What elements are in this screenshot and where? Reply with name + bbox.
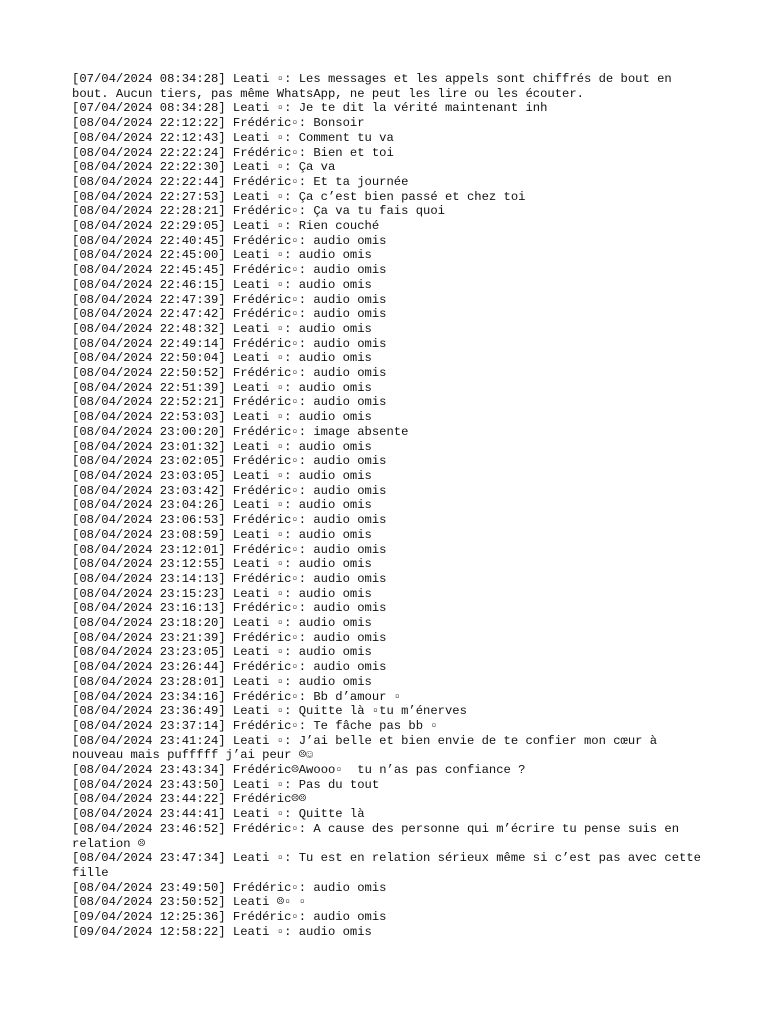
message-line: [08/04/2024 23:18:20] Leati ▫: audio omis <box>72 616 372 631</box>
message-line: [08/04/2024 22:45:00] Leati ▫: audio omis <box>72 248 372 263</box>
message-line: [08/04/2024 22:51:39] Leati ▫: audio omis <box>72 380 372 395</box>
message-line: [08/04/2024 22:12:43] Leati ▫: Comment tu va <box>72 130 394 145</box>
message-line: [08/04/2024 23:15:23] Leati ▫: audio omis <box>72 586 372 601</box>
message-line: [08/04/2024 22:50:04] Leati ▫: audio omis <box>72 351 372 366</box>
message-line: [08/04/2024 23:08:59] Leati ▫: audio omis <box>72 527 372 542</box>
message-line: [08/04/2024 23:37:14] Frédéric▫: Te fâche pas bb ▫ <box>72 718 438 733</box>
message-line: [08/04/2024 23:36:49] Leati ▫: Quitte là ▫tu m’énerves <box>72 704 467 719</box>
message-line: [09/04/2024 12:25:36] Frédéric▫: audio omis <box>72 910 387 925</box>
message-line: [08/04/2024 23:00:20] Frédéric▫: image absente <box>72 424 409 439</box>
message-line: [08/04/2024 23:03:05] Leati ▫: audio omis <box>72 468 372 483</box>
message-line: [08/04/2024 23:03:42] Frédéric▫: audio omis <box>72 483 387 498</box>
message-line: [08/04/2024 23:26:44] Frédéric▫: audio omis <box>72 660 387 675</box>
message-line: [08/04/2024 22:12:22] Frédéric▫: Bonsoir <box>72 116 365 131</box>
message-line: [08/04/2024 23:21:39] Frédéric▫: audio omis <box>72 630 387 645</box>
message-line: [08/04/2024 23:12:01] Frédéric▫: audio omis <box>72 542 387 557</box>
message-line: [08/04/2024 23:14:13] Frédéric▫: audio omis <box>72 571 387 586</box>
message-line: [08/04/2024 23:46:52] Frédéric▫: A cause des personne qui m’écrire tu pense suis en relation ☹ <box>72 821 687 851</box>
message-line: [08/04/2024 22:48:32] Leati ▫: audio omis <box>72 321 372 336</box>
message-line: [09/04/2024 12:58:22] Leati ▫: audio omis <box>72 924 372 939</box>
message-line: [08/04/2024 23:06:53] Frédéric▫: audio omis <box>72 513 387 528</box>
message-line: [08/04/2024 23:02:05] Frédéric▫: audio omis <box>72 454 387 469</box>
message-line: [08/04/2024 22:45:45] Frédéric▫: audio omis <box>72 263 387 278</box>
message-line: [08/04/2024 23:41:24] Leati ▫: J’ai belle et bien envie de te confier mon cœur à nouveau mais pufffff j’ai peur ☹☺ <box>72 733 665 763</box>
message-line: [08/04/2024 22:46:15] Leati ▫: audio omis <box>72 277 372 292</box>
message-line: [08/04/2024 22:47:39] Frédéric▫: audio omis <box>72 292 387 307</box>
message-line: [08/04/2024 22:22:24] Frédéric▫: Bien et toi <box>72 145 394 160</box>
message-line: [08/04/2024 22:47:42] Frédéric▫: audio omis <box>72 307 387 322</box>
message-line: [08/04/2024 23:16:13] Frédéric▫: audio omis <box>72 601 387 616</box>
message-line: [08/04/2024 22:29:05] Leati ▫: Rien couché <box>72 219 380 234</box>
message-line: [08/04/2024 22:50:52] Frédéric▫: audio omis <box>72 366 387 381</box>
message-line: [08/04/2024 23:49:50] Frédéric▫: audio omis <box>72 880 387 895</box>
message-line: [08/04/2024 23:23:05] Leati ▫: audio omis <box>72 645 372 660</box>
message-line: [08/04/2024 23:28:01] Leati ▫: audio omis <box>72 674 372 689</box>
message-line: [08/04/2024 22:52:21] Frédéric▫: audio omis <box>72 395 387 410</box>
message-line: [08/04/2024 23:50:52] Leati ☹▫ ▫ <box>72 895 307 910</box>
message-line: [08/04/2024 23:43:34] Frédéric☹Awooo▫ tu n’as pas confiance ? <box>72 763 526 778</box>
message-line: [08/04/2024 23:04:26] Leati ▫: audio omis <box>72 498 372 513</box>
message-line: [07/04/2024 08:34:28] Leati ▫: Je te dit la vérité maintenant inh <box>72 101 548 116</box>
message-line: [08/04/2024 22:27:53] Leati ▫: Ça c’est bien passé et chez toi <box>72 189 526 204</box>
message-line: [08/04/2024 23:44:41] Leati ▫: Quitte là <box>72 807 365 822</box>
message-line: [07/04/2024 08:34:28] Leati ▫: Les messages et les appels sont chiffrés de bout en bout. Aucun tiers, pas même WhatsApp, ne peut les lire ou les écouter. <box>72 72 680 101</box>
chat-transcript <box>72 72 712 939</box>
message-line: [08/04/2024 22:28:21] Frédéric▫: Ça va tu fais quoi <box>72 204 445 219</box>
message-line: [08/04/2024 23:34:16] Frédéric▫: Bb d’amour ▫ <box>72 689 402 704</box>
message-line: [08/04/2024 23:01:32] Leati ▫: audio omis <box>72 439 372 454</box>
message-line: [08/04/2024 23:47:34] Leati ▫: Tu est en relation sérieux même si c’est pas avec cette fille <box>72 851 709 880</box>
message-line: [08/04/2024 22:53:03] Leati ▫: audio omis <box>72 410 372 425</box>
message-line: [08/04/2024 22:40:45] Frédéric▫: audio omis <box>72 233 387 248</box>
message-line: [08/04/2024 23:43:50] Leati ▫: Pas du tout <box>72 777 380 792</box>
message-line: [08/04/2024 22:22:44] Frédéric▫: Et ta journée <box>72 174 409 189</box>
message-line: [08/04/2024 23:44:22] Frédéric☹☹ <box>72 792 307 807</box>
message-line: [08/04/2024 22:49:14] Frédéric▫: audio omis <box>72 336 387 351</box>
message-line: [08/04/2024 22:22:30] Leati ▫: Ça va <box>72 160 336 175</box>
message-line: [08/04/2024 23:12:55] Leati ▫: audio omis <box>72 557 372 572</box>
